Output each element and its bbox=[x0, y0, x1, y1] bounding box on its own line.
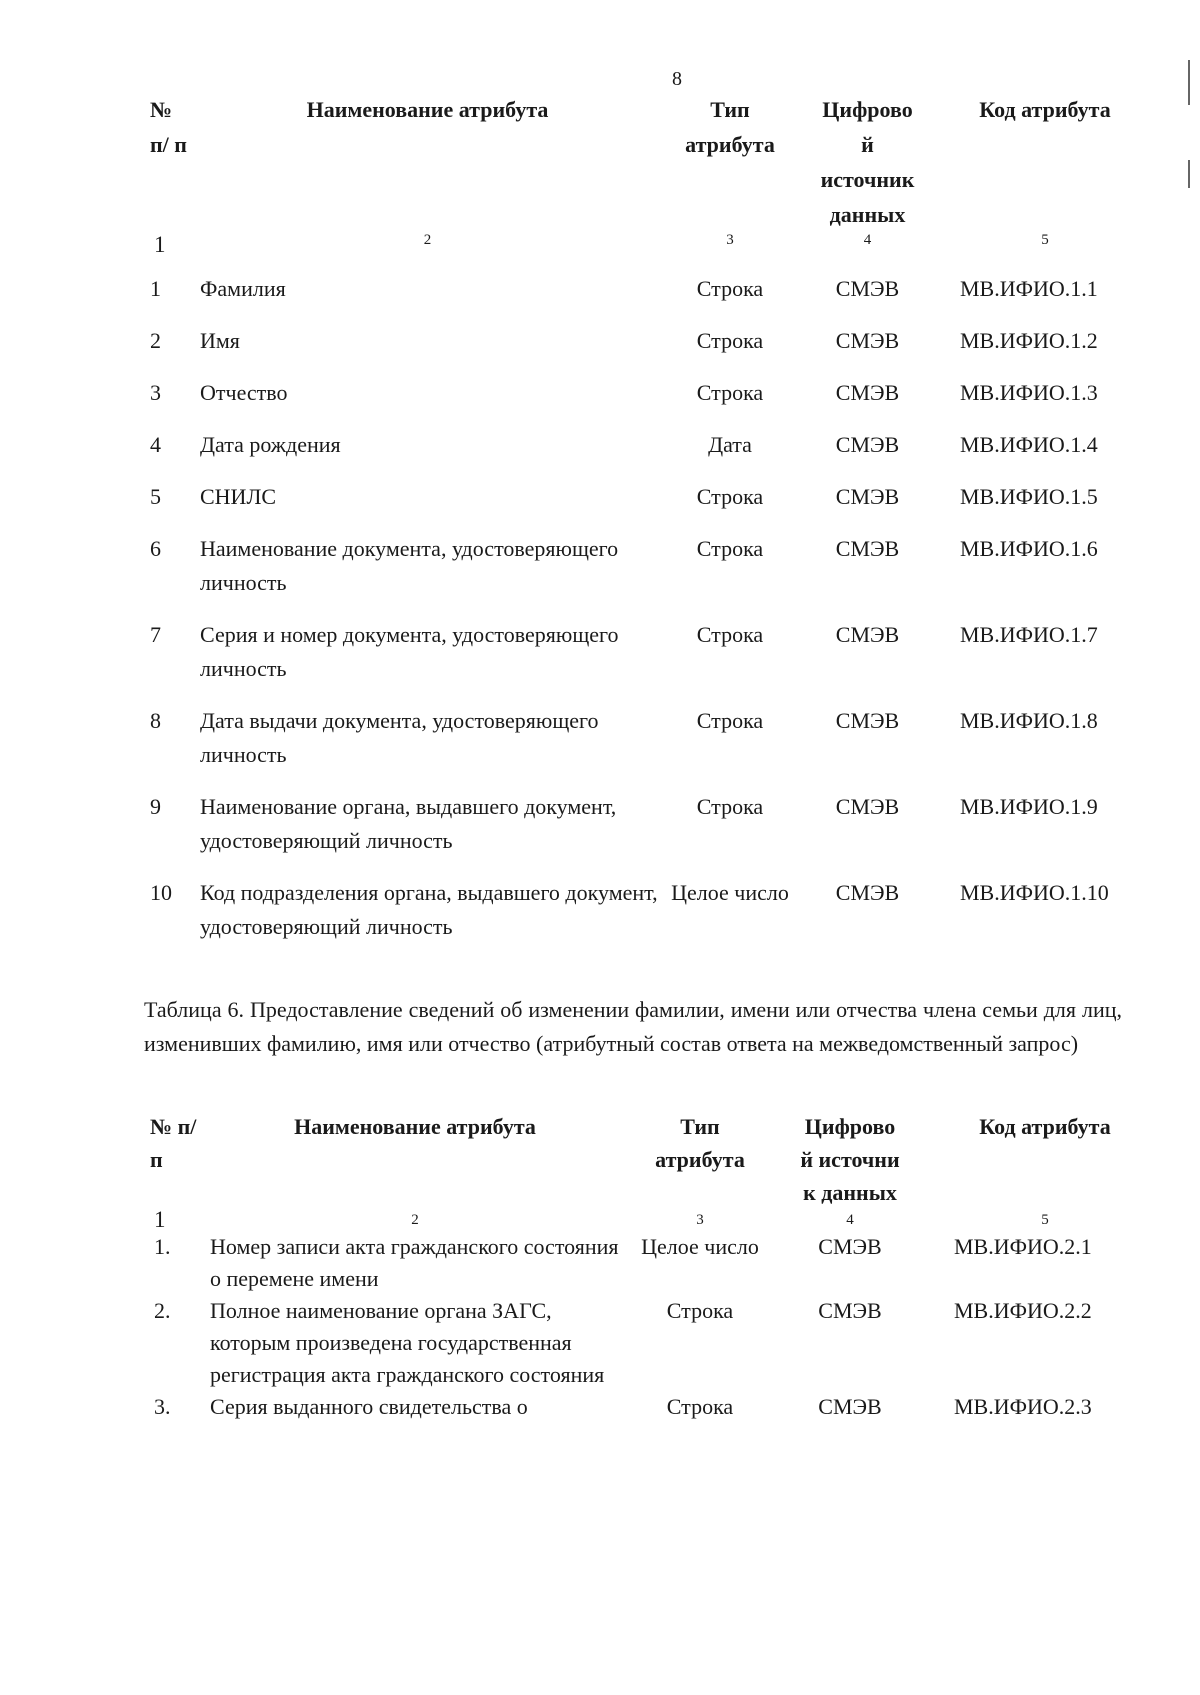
attribute-name: Дата выдачи документа, удостоверяющего личность bbox=[200, 708, 599, 767]
row-number: 5 bbox=[150, 484, 161, 509]
attribute-name: Номер записи акта гражданского состояния о перемене имени bbox=[210, 1234, 619, 1291]
page-number: 8 bbox=[672, 68, 682, 90]
attribute-code: МВ.ИФИО.1.1 bbox=[960, 276, 1098, 301]
header-type: Тип атрибута bbox=[655, 1114, 745, 1172]
attribute-type: Строка bbox=[666, 1394, 734, 1419]
attribute-code: МВ.ИФИО.1.2 bbox=[960, 328, 1098, 353]
data-source: СМЭВ bbox=[835, 794, 900, 819]
attribute-type: Целое число bbox=[641, 1234, 759, 1259]
row-number: 9 bbox=[150, 794, 161, 819]
attribute-type: Дата bbox=[708, 432, 752, 457]
attribute-type: Строка bbox=[696, 328, 764, 353]
index-cell: 3 bbox=[696, 1212, 704, 1228]
attribute-name: Отчество bbox=[200, 380, 288, 405]
table-row bbox=[150, 1391, 1160, 1423]
attribute-name: Наименование органа, выдавшего документ, удостоверяющий личность bbox=[200, 794, 617, 853]
row-number: 4 bbox=[150, 432, 161, 457]
header-name: Наименование атрибута bbox=[294, 1114, 536, 1139]
data-source: СМЭВ bbox=[818, 1394, 882, 1419]
row-number: 8 bbox=[150, 708, 161, 733]
attribute-name: Серия выданного свидетельства о bbox=[210, 1394, 528, 1419]
index-cell: 4 bbox=[846, 1212, 854, 1228]
header-code: Код атрибута bbox=[979, 1114, 1111, 1139]
attribute-type: Строка bbox=[696, 622, 764, 647]
header-source: Цифрово й источник данных bbox=[820, 97, 915, 227]
attribute-name: Фамилия bbox=[200, 276, 286, 301]
attribute-code: МВ.ИФИО.1.3 bbox=[960, 380, 1098, 405]
table-row bbox=[150, 324, 1150, 376]
attribute-type: Строка bbox=[696, 276, 764, 301]
data-source: СМЭВ bbox=[835, 276, 900, 301]
row-number: 2 bbox=[150, 328, 161, 353]
attribute-code: МВ.ИФИО.1.6 bbox=[960, 536, 1098, 561]
attribute-code: МВ.ИФИО.2.2 bbox=[954, 1298, 1092, 1323]
attribute-name: Наименование документа, удостоверяющего личность bbox=[200, 536, 619, 595]
index-cell: 5 bbox=[1041, 232, 1049, 248]
header-code: Код атрибута bbox=[979, 97, 1111, 122]
table-row bbox=[150, 532, 1150, 618]
attribute-name: Дата рождения bbox=[200, 432, 341, 457]
table-row bbox=[150, 1231, 1160, 1295]
row-number: 1 bbox=[150, 276, 161, 301]
row-number: 3 bbox=[150, 380, 161, 405]
data-source: СМЭВ bbox=[835, 484, 900, 509]
attribute-type: Строка bbox=[696, 536, 764, 561]
attribute-type: Строка bbox=[696, 794, 764, 819]
attributes-table-6 bbox=[150, 1110, 1160, 1423]
header-num: № п/ п bbox=[150, 97, 187, 157]
attribute-code: МВ.ИФИО.1.4 bbox=[960, 432, 1098, 457]
attribute-name: Полное наименование органа ЗАГС, которым произведена государственная регистрация акта гражданского состояния bbox=[210, 1298, 605, 1387]
attribute-type: Целое число bbox=[671, 880, 789, 905]
header-name: Наименование атрибута bbox=[306, 97, 549, 122]
attribute-code: МВ.ИФИО.2.1 bbox=[954, 1234, 1092, 1259]
table-header-row bbox=[150, 92, 1150, 232]
index-cell: 4 bbox=[863, 232, 872, 248]
index-cell: 2 bbox=[411, 1212, 419, 1228]
row-number: 10 bbox=[150, 880, 172, 905]
data-source: СМЭВ bbox=[835, 328, 900, 353]
header-type: Тип атрибута bbox=[685, 97, 775, 157]
attribute-type: Строка bbox=[696, 708, 764, 733]
attribute-code: МВ.ИФИО.1.8 bbox=[960, 708, 1098, 733]
table-row bbox=[150, 876, 1150, 962]
table-row bbox=[150, 480, 1150, 532]
table-row bbox=[150, 1295, 1160, 1391]
data-source: СМЭВ bbox=[835, 536, 900, 561]
data-source: СМЭВ bbox=[835, 880, 900, 905]
row-number: 2. bbox=[154, 1298, 171, 1323]
data-source: СМЭВ bbox=[835, 432, 900, 457]
scan-margin-mark bbox=[1188, 60, 1190, 105]
header-num: № п/ п bbox=[150, 1114, 197, 1172]
table-row bbox=[150, 704, 1150, 790]
table-header-row bbox=[150, 1110, 1160, 1209]
attribute-code: МВ.ИФИО.1.9 bbox=[960, 794, 1098, 819]
data-source: СМЭВ bbox=[835, 622, 900, 647]
attributes-table-1 bbox=[150, 92, 1150, 962]
table-row bbox=[150, 618, 1150, 704]
attribute-type: Строка bbox=[666, 1298, 734, 1323]
row-number: 6 bbox=[150, 536, 161, 561]
table-row bbox=[150, 428, 1150, 480]
scan-margin-mark bbox=[1188, 160, 1190, 188]
attribute-code: МВ.ИФИО.1.10 bbox=[960, 880, 1109, 905]
column-index-row bbox=[150, 1209, 1160, 1231]
table-row bbox=[150, 790, 1150, 876]
data-source: СМЭВ bbox=[818, 1298, 882, 1323]
header-source: Цифрово й источни к данных bbox=[800, 1114, 900, 1205]
index-cell: 2 bbox=[423, 232, 432, 248]
attribute-code: МВ.ИФИО.2.3 bbox=[954, 1394, 1092, 1419]
attribute-name: Код подразделения органа, выдавшего документ, удостоверяющий личность bbox=[200, 880, 658, 939]
row-number: 1. bbox=[154, 1234, 171, 1259]
index-cell: 3 bbox=[726, 232, 734, 248]
index-cell: 5 bbox=[1041, 1212, 1049, 1228]
attribute-name: СНИЛС bbox=[200, 484, 277, 509]
attribute-code: МВ.ИФИО.1.5 bbox=[960, 484, 1098, 509]
row-number: 3. bbox=[154, 1394, 171, 1419]
column-index-row bbox=[150, 232, 1150, 272]
attribute-name: Имя bbox=[200, 328, 240, 353]
attribute-type: Строка bbox=[696, 380, 764, 405]
data-source: СМЭВ bbox=[835, 708, 900, 733]
attribute-type: Строка bbox=[696, 484, 764, 509]
attribute-name: Серия и номер документа, удостоверяющего личность bbox=[200, 622, 619, 681]
data-source: СМЭВ bbox=[835, 380, 900, 405]
table-row bbox=[150, 376, 1150, 428]
table-row bbox=[150, 272, 1150, 324]
index-cell: 1 bbox=[154, 1207, 166, 1232]
index-cell: 1 bbox=[154, 232, 166, 257]
attribute-code: МВ.ИФИО.1.7 bbox=[960, 622, 1098, 647]
table-6-caption: Таблица 6. Предоставление сведений об изменении фамилии, имени или отчества члена семьи для лиц, изменивших фамилию, имя или отчество (атрибутный состав ответа на межведомственный запрос) bbox=[144, 997, 1122, 1056]
row-number: 7 bbox=[150, 622, 161, 647]
data-source: СМЭВ bbox=[818, 1234, 882, 1259]
